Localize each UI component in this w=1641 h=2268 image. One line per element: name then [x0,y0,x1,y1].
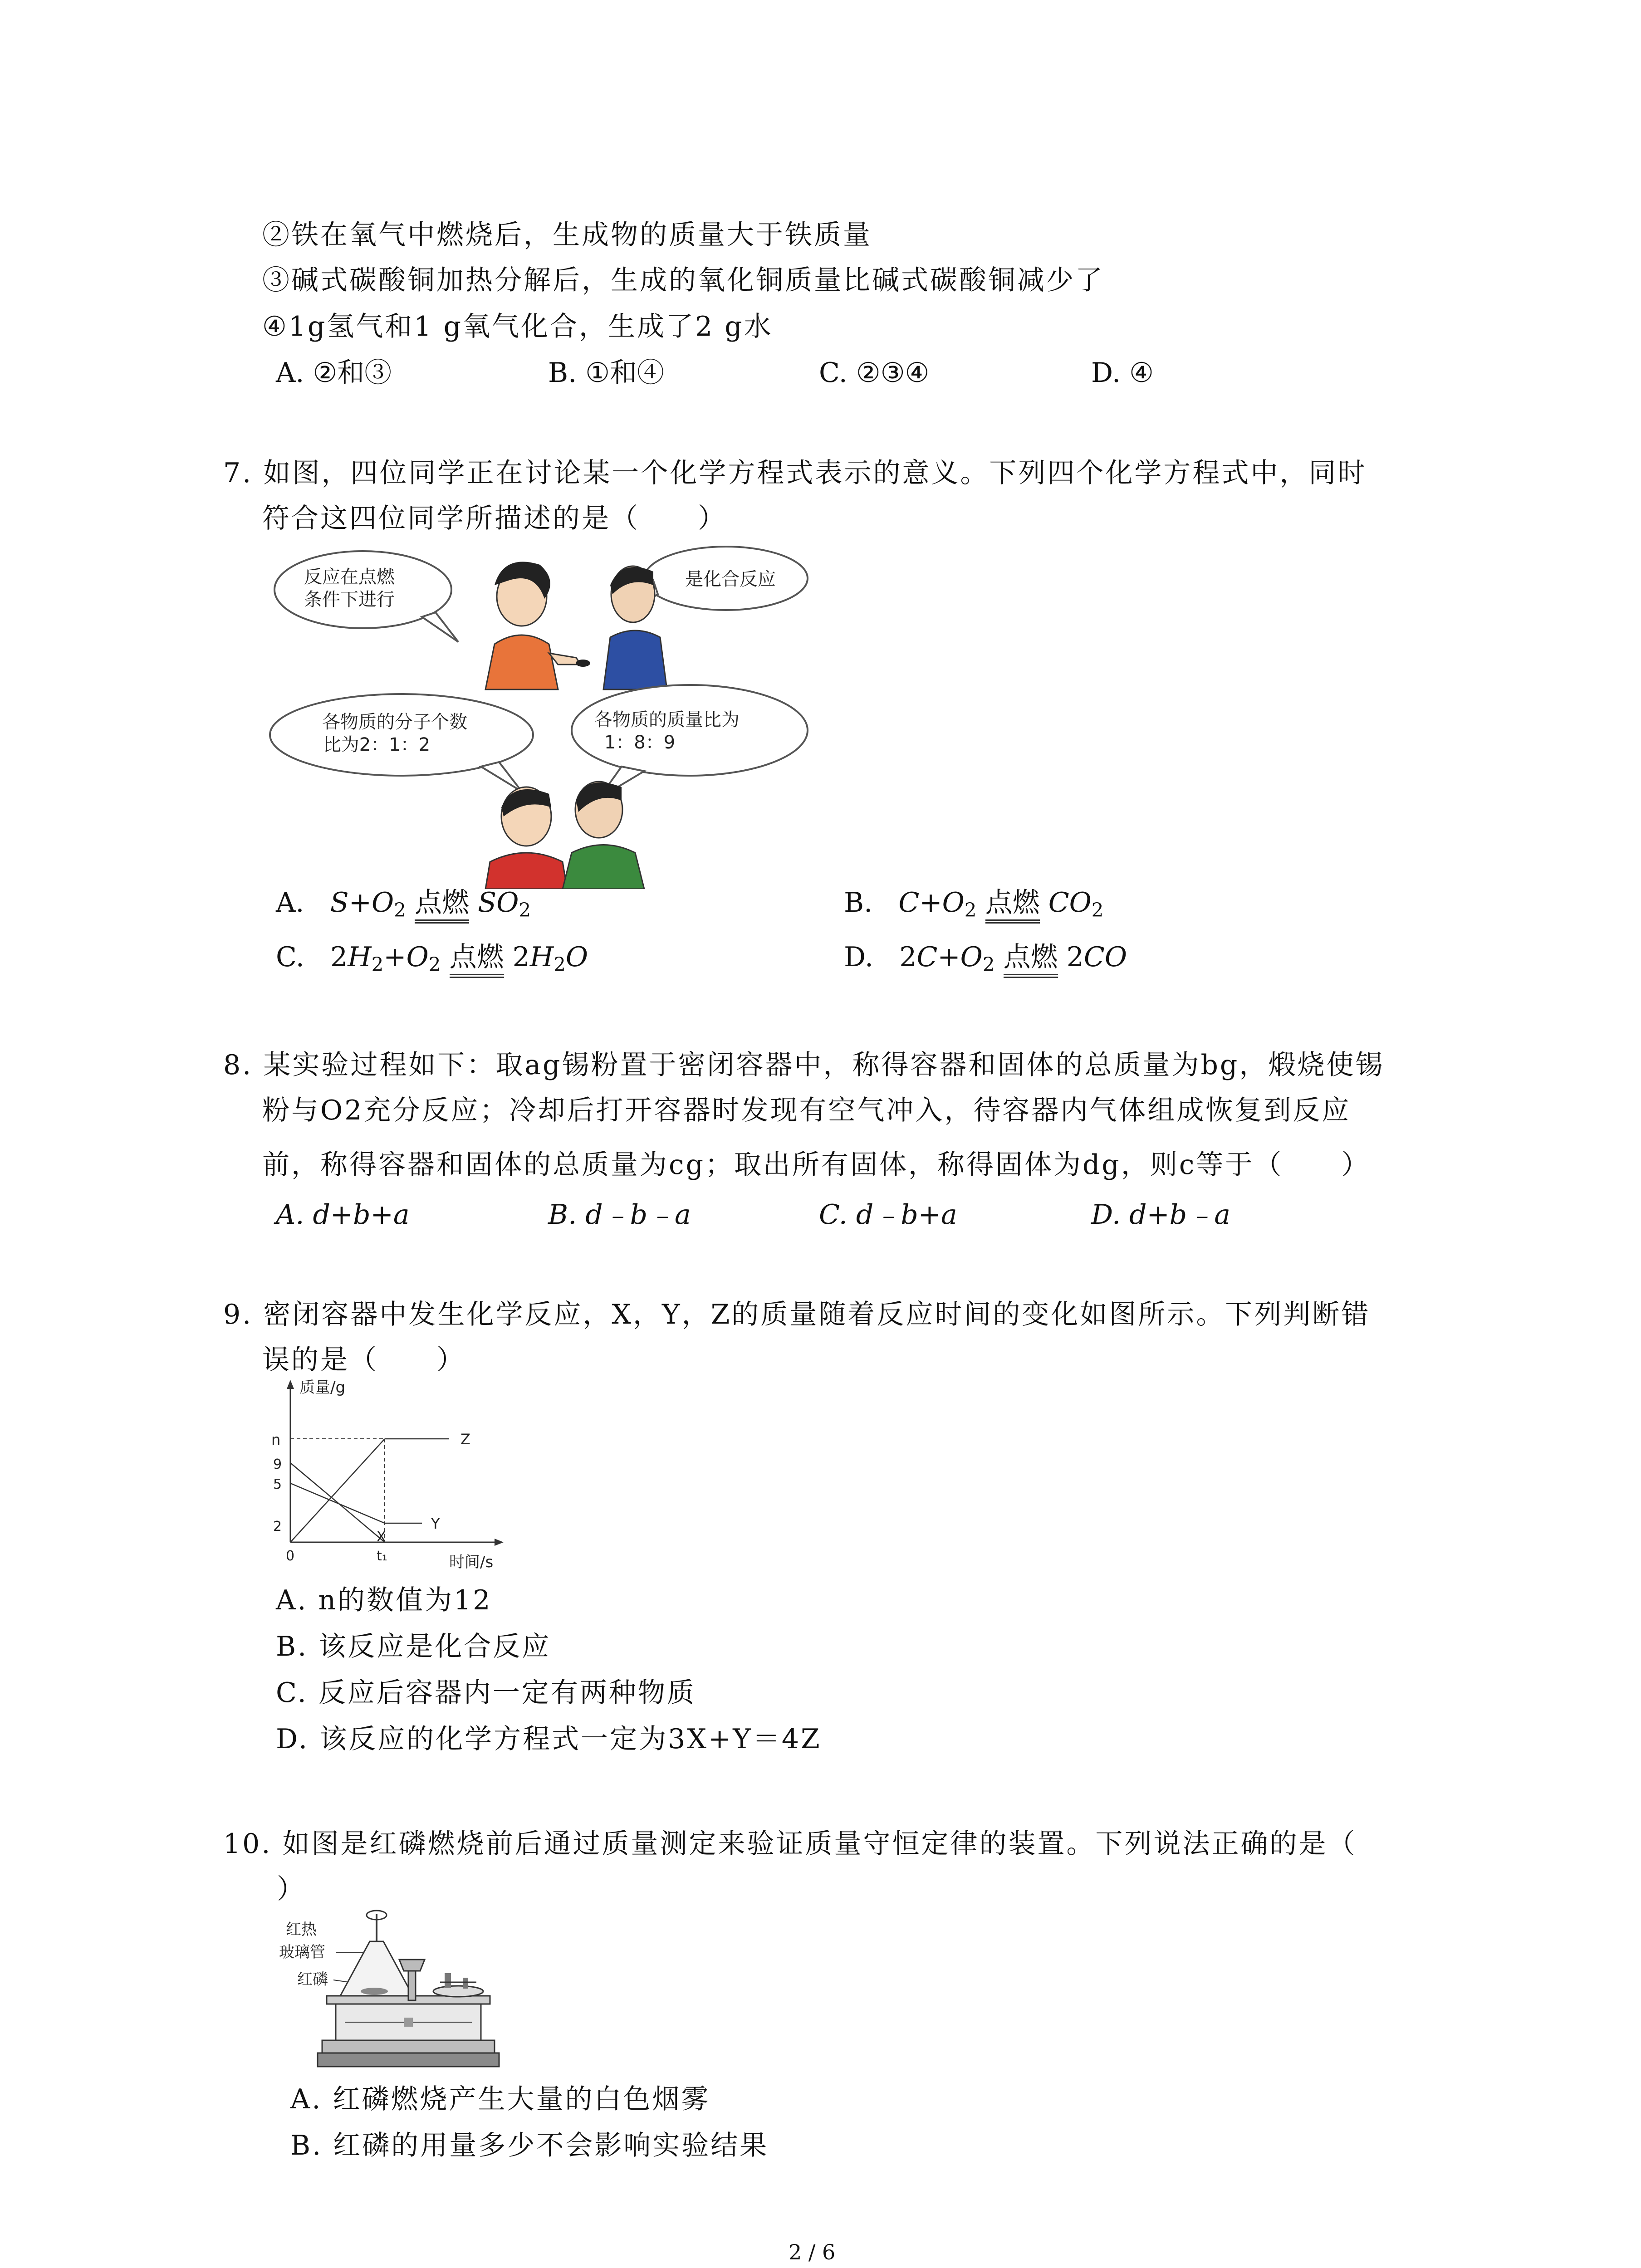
y-label: Y [431,1515,440,1532]
y-tick-9: 9 [273,1457,282,1472]
q6-option-d: D. ④ [1091,357,1154,389]
y-line-drop [290,1483,385,1523]
q10-balance-apparatus [277,1910,504,2077]
q7-stem-line2: 符合这四位同学所描述的是（ ） [262,503,727,534]
q9-option-b: B. 该反应是化合反应 [276,1631,551,1662]
q7-option-c-letter: C. [276,941,304,973]
bubble2: 是化合反应 [685,569,776,590]
q10-line2: ） [277,1873,306,1905]
q8-option-d: D. d+b﹣a [1091,1199,1230,1231]
label-red-hot: 红热 [286,1921,317,1939]
q6-option-a: A. ②和③ [276,357,392,389]
q6-item-2: ②铁在氧气中燃烧后，生成物的质量大于铁质量 [262,219,872,251]
y-tick-5: 5 [273,1476,282,1492]
q7-option-c: C. $2H_2+O_2$ 点燃 $2H_2O$ [276,939,588,983]
x-tick-0: 0 [286,1548,295,1564]
q9-line1: 9. 密闭容器中发生化学反应，X，Y，Z的质量随着反应时间的变化如图所示。下列判断错 [223,1299,1371,1330]
y-tick-n: n [271,1431,281,1448]
q8-line2: 粉与O2充分反应；冷却后打开容器时发现有空气冲入，待容器内气体组成恢复到反应 [262,1095,1351,1126]
boy3-figure [563,782,644,889]
q9-option-a: A. n的数值为12 [276,1584,492,1616]
q6-option-b: B. ①和④ [548,357,665,389]
bubble3-line2: 比为2：1：2 [323,734,431,755]
q7-stem-line1: 7. 如图，四位同学正在讨论某一个化学方程式表示的意义。下列四个化学方程式中，同时 [223,457,1367,489]
x-tick-t1: t₁ [377,1548,387,1564]
q7-option-d: D. $2C+O_2$ 点燃 2CO [844,939,1127,983]
z-label: Z [460,1431,470,1448]
q6-item-3: ③碱式碳酸铜加热分解后，生成的氧化铜质量比碱式碳酸铜减少了 [262,264,1104,296]
q7-option-b: B. $C+O_2$ 点燃 $CO_2$ [844,885,1104,929]
q6-option-c: C. ②③④ [819,357,930,389]
q10-line1: 10. 如图是红磷燃烧前后通过质量测定来验证质量守恒定律的装置。下列说法正确的是（ [223,1828,1357,1860]
q7-option-a-letter: A. [276,887,304,919]
z-line-rise [290,1439,385,1542]
girl-figure [485,562,590,689]
q8-line3: 前，称得容器和固体的总质量为cg；取出所有固体，称得固体为dg，则c等于（ ） [262,1149,1371,1181]
q6-item-4: ④1g氢气和1 g氧气化合，生成了2 g水 [262,311,773,342]
q9-option-d: D. 该反应的化学方程式一定为3X+Y＝4Z [276,1723,822,1755]
q9-option-c: C. 反应后容器内一定有两种物质 [276,1677,696,1709]
q7-option-a-condition: 点燃 [415,887,469,924]
q7-option-d-letter: D. [844,941,874,973]
q7-option-b-condition: 点燃 [985,887,1040,924]
y-axis-label: 质量/g [299,1379,346,1397]
x-axis-label: 时间/s [449,1553,494,1571]
bubble4-line2: 1：8：9 [604,732,676,753]
q7-option-d-condition: 点燃 [1004,941,1058,978]
page-number: 2 / 6 [789,2240,836,2264]
q7-option-c-condition: 点燃 [450,941,504,978]
boy2-figure [485,787,567,889]
x-label: X [377,1529,386,1545]
q8-option-c: C. d﹣b+a [819,1199,957,1231]
q8-option-a: A. d+b+a [276,1199,410,1231]
bubble1-line2: 条件下进行 [304,589,395,610]
label-glass-tube: 玻璃管 [279,1943,325,1961]
q10-option-a: A. 红磷燃烧产生大量的白色烟雾 [290,2083,710,2115]
q9-line2: 误的是（ ） [262,1344,465,1376]
label-red-phosphorus: 红磷 [297,1970,328,1989]
balance-scale [318,1960,499,2067]
q10-option-b: B. 红磷的用量多少不会影响实验结果 [290,2130,769,2161]
x-line [290,1463,385,1542]
q7-option-a: A. $S+O_2$ 点燃 $SO_2$ [276,885,531,929]
q8-line1: 8. 某实验过程如下：取ag锡粉置于密闭容器中，称得容器和固体的总质量为bg，煅烧使锡 [223,1049,1385,1081]
q9-mass-time-graph [268,1379,513,1579]
bubble1-line1: 反应在点燃 [304,567,395,587]
bubble4-line1: 各物质的质量比为 [594,709,740,730]
y-tick-2: 2 [273,1519,282,1535]
q8-option-b: B. d﹣b﹣a [548,1199,691,1231]
q7-option-b-letter: B. [844,887,873,919]
bubble3-line1: 各物质的分子个数 [322,712,467,733]
q7-students-illustration [268,544,871,889]
